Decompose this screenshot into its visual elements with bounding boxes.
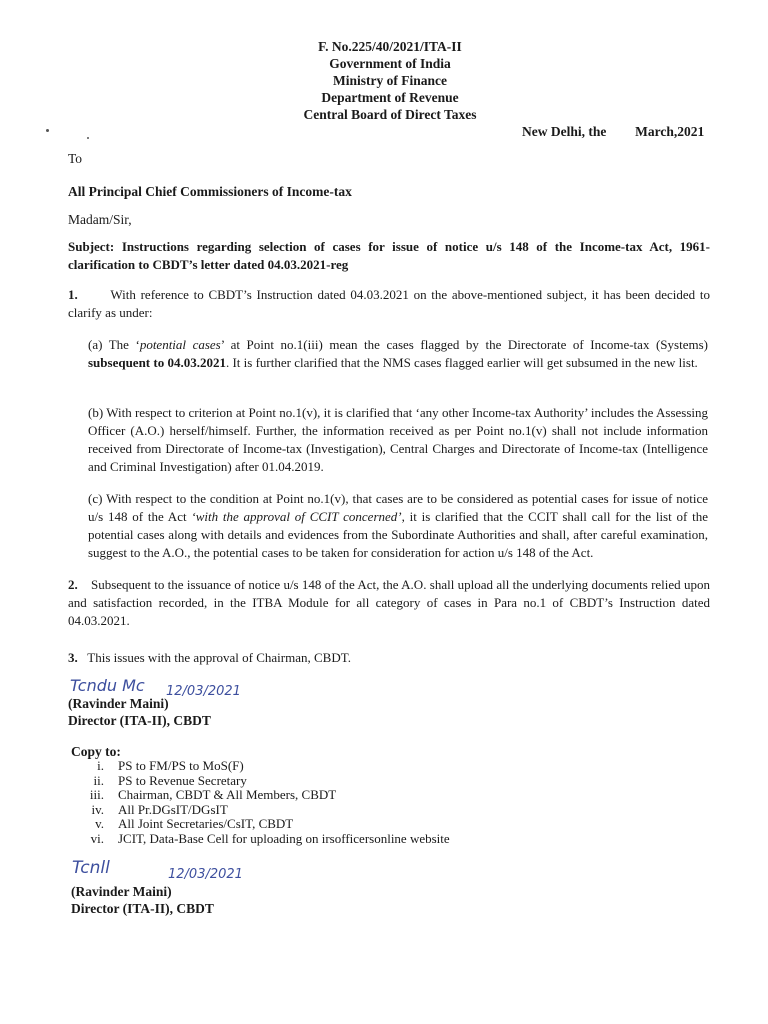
scan-speck [87,137,89,139]
list-item [68,832,708,847]
para-a-text: . It is further clarified that the NMS cases flagged earlier will get subsumed in the new list. [225,355,698,370]
para-c-text: , it is clarified that the CCIT shall call for the list of the potential cases along with details and evidences from the Subordinate Authorities and shall, after careful examination, suggest to the A.O., the potential cases to be taken for consideration for action u/s 148 of the Act. [88,509,709,560]
para-a-italic: potential cases [139,337,221,352]
list-item-number: vi. [90,830,104,846]
para-c-italic: ‘with the approval of CCIT concerned’ [191,509,402,524]
paragraph-b: (b) With respect to criterion at Point no.1(v), it is clarified that ‘any other Income-tax Authority’ includes the Assessing Officer (A.O.) herself/himself. Further, the information received as per Point no.1(v) shall not include information received from Directorate of Income-tax (Investigation), Central Charges and Directorate of Income-tax (Intelligence and Criminal Investigation) after 01.04.2019. [88,405,708,474]
signature-date: 12/03/2021 [166,684,241,699]
list-item-text: PS to FM/PS to MoS(F) [118,758,244,773]
signatory-designation: Director (ITA-II), CBDT [71,901,214,916]
list-item-number: ii. [93,772,104,788]
list-item-number: iii. [89,787,104,803]
copy-to-list [68,759,708,847]
copy-to-label: Copy to: [71,744,121,759]
list-item-text: All Pr.DGsIT/DGsIT [118,801,228,817]
paragraph-a [88,336,708,372]
para-a-bold: subsequent to 04.03.2021 [88,355,226,370]
paragraph-1 [68,286,710,322]
place: New Delhi, the [522,124,607,139]
date: March,2021 [635,124,705,139]
para-text: With reference to CBDT’s Instruction dated 04.03.2021 on the above-mentioned subject, it has been decided to clarify as under: [68,287,710,320]
list-item [68,788,708,803]
signatory-designation: Director (ITA-II), CBDT [68,713,211,728]
list-item-text: All Joint Secretaries/CsIT, CBDT [118,816,294,832]
list-item-text: JCIT, Data-Base Cell for uploading on irsofficersonline website [118,830,450,846]
government-line: Government of India [329,56,451,71]
list-item-text: Chairman, CBDT & All Members, CBDT [118,787,337,803]
list-item [68,759,708,774]
place-line [522,124,704,140]
list-item [68,817,708,832]
board-line: Central Board of Direct Taxes [303,107,477,122]
paragraph-2 [68,576,710,630]
list-item-number: i. [97,758,104,773]
paragraph-3 [68,649,710,667]
addressee: All Principal Chief Commissioners of Income-tax [68,184,352,199]
signature-scribble: Tcnll [72,858,110,878]
ministry-line: Ministry of Finance [333,73,447,88]
file-number: F. No.225/40/2021/ITA-II [318,39,462,54]
list-item-number: v. [95,816,104,832]
subject-text: Instructions regarding selection of cases for issue of notice u/s 148 of the Income-tax Act, 1961- clarification to CBDT’s letter dated 04.03.2021-reg [68,239,710,272]
department-line: Department of Revenue [321,90,459,105]
para-number: 3. [68,650,78,665]
scan-speck [46,129,49,132]
para-text: This issues with the approval of Chairman, CBDT. [87,650,351,665]
subject-label: Subject: [68,239,115,254]
subject [68,238,710,274]
signatory-name: (Ravinder Maini) [68,696,169,711]
letterhead [220,38,560,123]
para-number: 2. [68,577,78,592]
list-item [68,774,708,789]
salutation: Madam/Sir, [68,212,132,227]
para-a-text: ’ at Point no.1(iii) mean the cases flagged by the Directorate of Income-tax (Systems) [220,337,708,352]
para-a-text: (a) The ‘ [88,337,140,352]
signature-scribble: Tcndu Mc [70,676,145,695]
para-number: 1. [68,287,78,302]
list-item [68,803,708,818]
list-item-number: iv. [91,801,104,817]
para-c-text: (c) With respect to the condition at Point no.1(v), that cases are to be considered as potential cases for issue of notice u/s 148 of the Act [88,491,708,524]
list-item-text: PS to Revenue Secretary [118,772,247,788]
paragraph-c [88,490,708,562]
signature-date: 12/03/2021 [168,867,243,882]
signatory-name: (Ravinder Maini) [71,884,172,899]
to-label: To [68,151,83,166]
para-text: Subsequent to the issuance of notice u/s 148 of the Act, the A.O. shall upload all the underlying documents relied upon and satisfaction recorded, in the ITBA Module for all category of cases in Para no.1 of CBDT’s Instruction dated 04.03.2021. [68,577,710,628]
